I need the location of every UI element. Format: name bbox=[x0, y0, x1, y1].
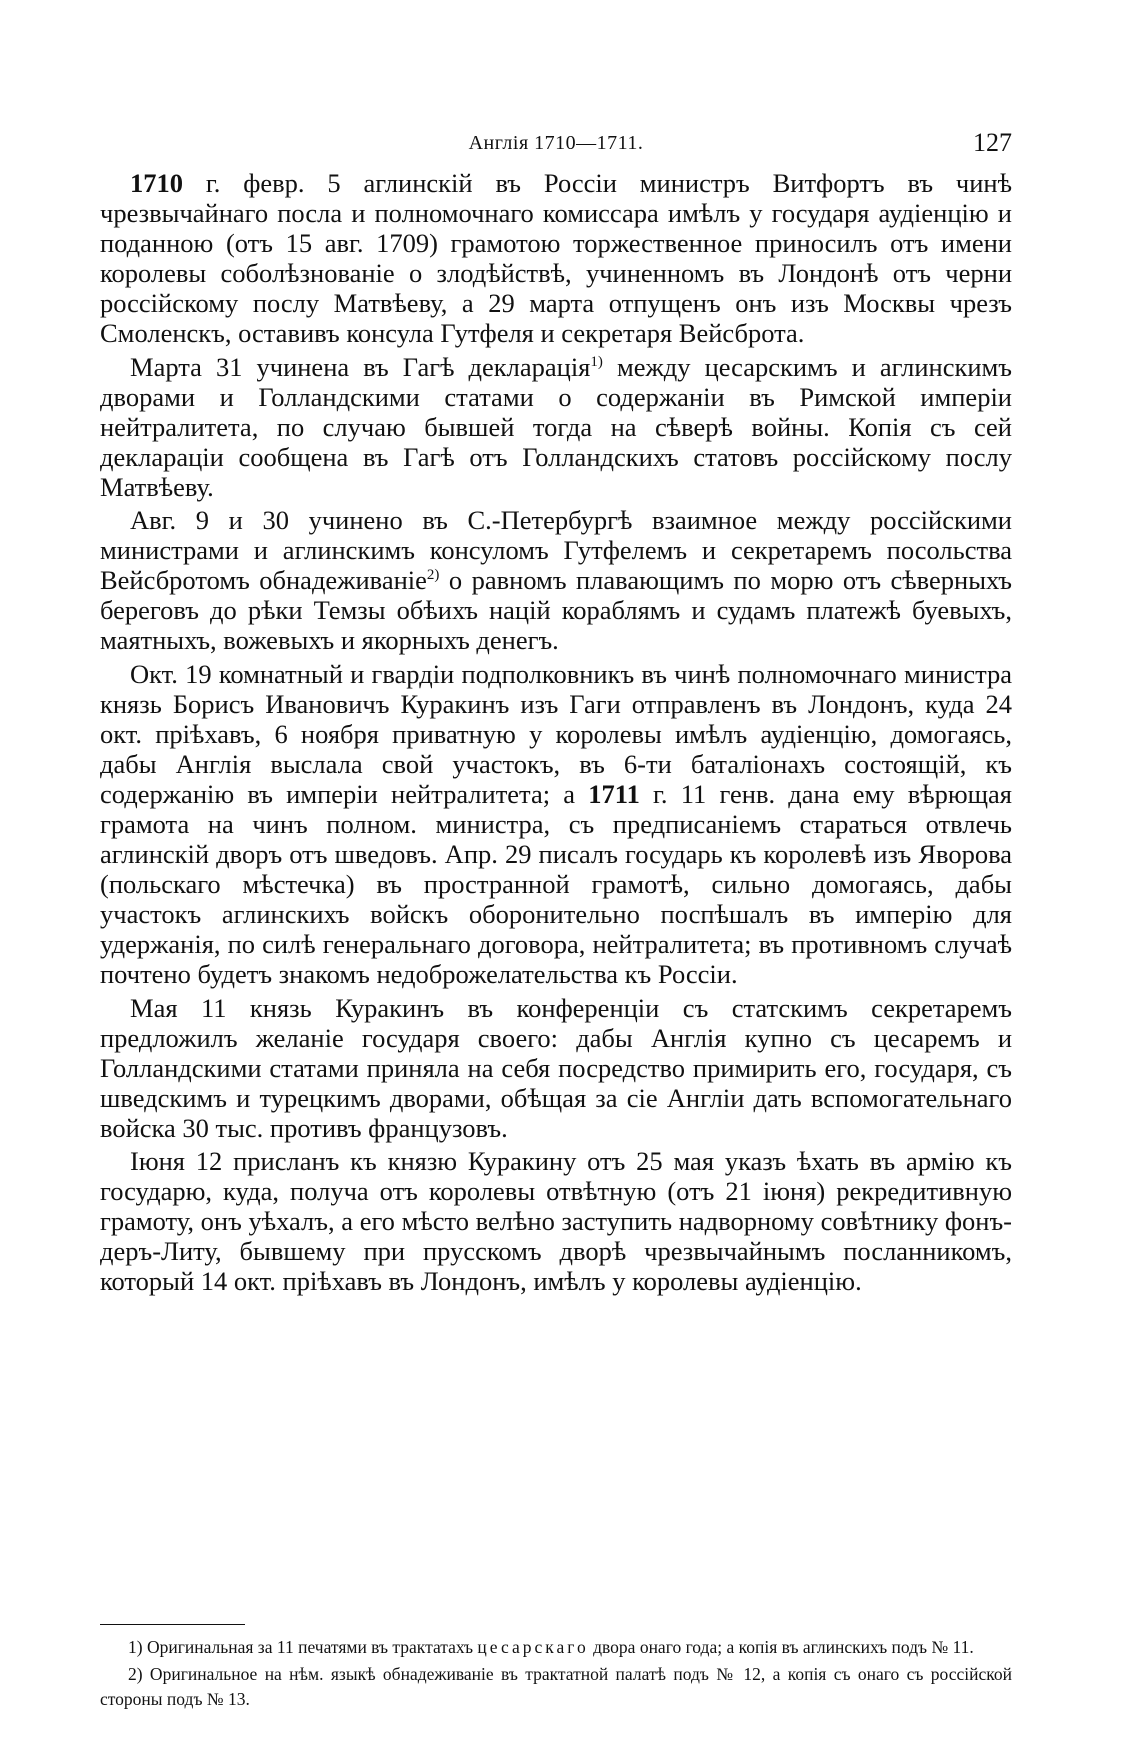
footnote-mark: 1) bbox=[128, 1637, 143, 1657]
running-title: Англія 1710—1711. bbox=[468, 132, 644, 154]
paragraph-text: г. февр. 5 аглинскій въ Россіи министръ Витфортъ въ чинѣ чрезвычайнаго посла и полномочнаго комиссара имѣлъ у государя аудіенцію и поданною (отъ 15 авг. 1709) грамотою торжественное приносилъ отъ имени королевы соболѣзнованіе о злодѣйствѣ, учиненномъ въ Лондонѣ отъ черни россійскому послу Матвѣеву, а 29 марта отпущенъ онъ изъ Москвы чрезъ Смоленскъ, оставивъ консула Гутфеля и секретаря Вейсброта. bbox=[100, 168, 1012, 349]
footnote-divider bbox=[100, 1624, 245, 1625]
paragraph-text: Мая 11 князь Куракинъ въ конференціи съ статскимъ секретаремъ предложилъ желаніе государя своего: дабы Англія купно съ цесаремъ и Голландскими статами приняла на себя посредство примирить его, государя, съ шведскимъ и турецкимъ дворами, обѣщая за сіе Англіи дать вспомогательнаго войска 30 тыс. противъ французовъ. bbox=[100, 992, 1012, 1143]
main-text bbox=[100, 168, 1012, 1299]
footnote-1 bbox=[100, 1635, 1012, 1660]
paragraph-text: Марта 31 учинена въ Гагѣ декларація bbox=[130, 351, 591, 382]
footnote-text: двора онаго года; а копія въ аглинскихъ подъ № 11. bbox=[588, 1637, 974, 1657]
year-1711: 1711 bbox=[588, 778, 640, 809]
page-header bbox=[100, 128, 1012, 160]
paragraph-may-conference bbox=[100, 993, 1012, 1143]
paragraph-august-assurance bbox=[100, 505, 1012, 655]
paragraph-text: Окт. 19 комнатный и гвардіи подполковникъ въ чинѣ полномочнаго министра князь Борисъ Ивановичъ Куракинъ изъ Гаги отправленъ въ Лондонъ, куда 24 окт. пріѣхавъ, 6 ноября приватную у королевы имѣлъ аудіенцію, домогаясь, дабы Англія выслала свой участокъ, въ 6-ти баталіонахъ состоящій, къ содержанію въ имперіи нейтралитета; а bbox=[100, 658, 1012, 809]
footnote-ref-1: 1) bbox=[590, 353, 603, 370]
page-number: 127 bbox=[973, 128, 1012, 157]
footnotes bbox=[100, 1635, 1012, 1714]
paragraph-text: г. 11 генв. дана ему вѣрющая грамота на чинъ полном. министра, съ предписаніемъ стараться отвлечь аглинскій дворъ отъ шведовъ. Апр. 29 писалъ государь къ королевѣ изъ Яворова (польскаго мѣстечка) въ пространной грамотѣ, сильно домогаясь, дабы участокъ аглинскихъ войскъ оборонительно поспѣшалъ въ имперію для удержанія, по силѣ генеральнаго договора, нейтралитета; въ противномъ случаѣ почтено будетъ знакомъ недоброжелательства къ Россіи. bbox=[100, 778, 1012, 990]
paragraph-text: Авг. 9 и 30 учинено въ С.-Петербургѣ взаимное между россійскими министрами и аглинскимъ консуломъ Гутфелемъ и секретаремъ посольства Вейсбротомъ обнадеживаніе bbox=[100, 505, 1012, 596]
document-page bbox=[100, 0, 1012, 1757]
paragraph-march-declaration bbox=[100, 352, 1012, 502]
paragraph-june-recall bbox=[100, 1146, 1012, 1296]
paragraph-1710-february bbox=[100, 168, 1012, 349]
footnote-2 bbox=[100, 1662, 1012, 1712]
footnote-text: Оригинальная за 11 печатями въ трактатахъ bbox=[142, 1637, 478, 1657]
paragraph-text: между цесарскимъ и аглинскимъ дворами и Голландскими статами о содержаніи въ Римской имперіи нейтралитета, по случаю бывшей тогда на сѣверѣ войны. Копія съ сей деклараціи сообщена въ Гагѣ отъ Голландскихъ статовъ россійскому послу Матвѣеву. bbox=[100, 351, 1013, 502]
footnote-ref-2: 2) bbox=[426, 567, 440, 584]
footnote-text: Оригинальное на нѣм. языкѣ обнадеживаніе въ трактатной палатѣ подъ № 12, а копія съ онаго съ россійской стороны подъ № 13. bbox=[100, 1664, 1012, 1709]
paragraph-text: Іюня 12 присланъ къ князю Куракину отъ 25 мая указъ ѣхать въ армію къ государю, куда, получа отъ королевы отвѣтную (отъ 21 іюня) рекредитивную грамоту, онъ уѣхалъ, а его мѣсто велѣно заступить надворному совѣтнику фонъ-деръ-Литу, бывшему при прусскомъ дворѣ чрезвычайнымъ посланникомъ, который 14 окт. пріѣхавъ въ Лондонъ, имѣлъ у королевы аудіенцію. bbox=[100, 1146, 1012, 1297]
paragraph-october-kurakin bbox=[100, 659, 1012, 990]
paragraph-text: о равномъ плавающимъ по морю отъ сѣверныхъ береговъ до рѣки Темзы обѣихъ націй кораблямъ и судамъ платежѣ буевыхъ, маятныхъ, вожевыхъ и якорныхъ денегъ. bbox=[100, 565, 1012, 656]
footnote-mark: 2) bbox=[128, 1664, 143, 1684]
footnote-spaced-word: цесарскаго bbox=[477, 1637, 589, 1657]
year-1710: 1710 bbox=[130, 168, 183, 198]
